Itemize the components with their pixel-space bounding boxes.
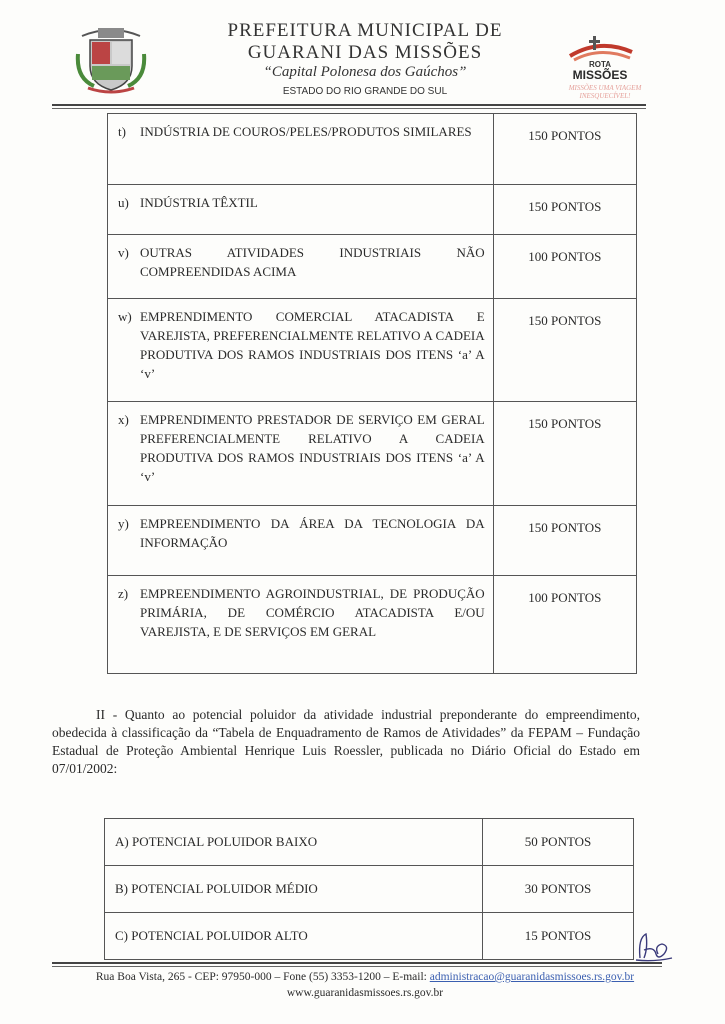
item-cell — [108, 235, 494, 299]
header-rule — [52, 104, 646, 106]
title-line-1: PREFEITURA MUNICIPAL DE — [227, 20, 503, 41]
points-cell: 150 PONTOS — [493, 506, 636, 576]
item-letter: t) — [118, 124, 126, 139]
motto: “Capital Polonesa dos Gaúchos” — [263, 64, 467, 80]
table-row — [108, 576, 637, 674]
points-cell: 30 PONTOS — [483, 866, 634, 913]
item-cell — [108, 299, 494, 402]
table-row — [108, 402, 637, 506]
page-title — [175, 20, 555, 64]
title-line-2: GUARANI DAS MISSÕES — [247, 42, 483, 63]
header-rule-thin — [52, 108, 646, 109]
table-row — [105, 913, 634, 960]
item-text: EMPREENDIMENTO DA ÁREA DA TECNOLOGIA DA INFORMAÇÃO — [140, 516, 485, 550]
item-text: OUTRAS ATIVIDADES INDUSTRIAIS NÃO COMPREENDIDAS ACIMA — [140, 245, 485, 279]
table-row — [105, 866, 634, 913]
item-text: INDÚSTRIA TÊXTIL — [140, 195, 258, 210]
body-paragraph: II - Quanto ao potencial poluidor da atividade industrial preponderante do empreendimento, obedecida à classificação da “Tabela de Enquadramento de Ramos de Atividades” da FEPAM – Fundação Estadual de Proteção Ambiental Henrique Luis Roessler, publicada no Diário Oficial do Estado em 07/01/2002: — [52, 707, 640, 776]
item-letter: v) — [118, 245, 129, 260]
item-cell — [108, 185, 494, 235]
item-text: EMPRENDIMENTO COMERCIAL ATACADISTA E VAREJISTA, PREFERENCIALMENTE RELATIVO A CADEIA PRODUTIVA DOS RAMOS INDUSTRIAIS DOS ITENS ‘a’ A ‘v’ — [140, 309, 485, 381]
logo-tagline-1: MISSÕES UMA VIAGEM — [568, 84, 642, 92]
points-cell: 150 PONTOS — [493, 402, 636, 506]
activities-points-table — [107, 113, 637, 674]
points-cell: 100 PONTOS — [493, 235, 636, 299]
table-row — [108, 299, 637, 402]
item-text: EMPRENDIMENTO PRESTADOR DE SERVIÇO EM GERAL PREFERENCIALMENTE RELATIVO A CADEIA PRODUTIVA DOS RAMOS INDUSTRIAIS DOS ITENS ‘a’ A ‘v’ — [140, 412, 485, 484]
logo-missoes-text: MISSÕES — [572, 68, 628, 82]
points-cell: 15 PONTOS — [483, 913, 634, 960]
table-row — [108, 114, 637, 185]
footer-address-line — [40, 969, 690, 985]
item-letter: x) — [118, 412, 129, 427]
points-cell: 150 PONTOS — [493, 299, 636, 402]
item-cell — [108, 114, 494, 185]
item-cell — [108, 402, 494, 506]
item-text: INDÚSTRIA DE COUROS/PELES/PRODUTOS SIMILARES — [140, 124, 472, 139]
logo-rota-text: ROTA — [588, 60, 612, 69]
footer-rule — [52, 962, 662, 964]
logo-tagline — [540, 84, 670, 100]
item-letter: u) — [118, 195, 129, 210]
table-row — [108, 235, 637, 299]
item-letter: z) — [118, 586, 129, 601]
item-letter: w) — [118, 309, 132, 324]
points-cell: 50 PONTOS — [483, 819, 634, 866]
logo-tagline-2: INESQUECÍVEL! — [579, 92, 631, 100]
footer-rule-thin — [52, 966, 662, 967]
footer-email-link[interactable]: administracao@guaranidasmissoes.rs.gov.br — [429, 971, 635, 983]
signature-initials-icon — [634, 928, 674, 964]
state-subtitle: ESTADO DO RIO GRANDE DO SUL — [282, 86, 448, 97]
item-letter: y) — [118, 516, 129, 531]
points-cell: 150 PONTOS — [493, 185, 636, 235]
table-row — [108, 506, 637, 576]
table-row — [105, 819, 634, 866]
potential-label: B) POTENCIAL POLUIDOR MÉDIO — [105, 866, 483, 913]
item-cell — [108, 576, 494, 674]
table-row — [108, 185, 637, 235]
footer-address: Rua Boa Vista, 265 - CEP: 97950-000 – Fone (55) 3353-1200 – E-mail: — [95, 971, 430, 983]
potential-label: C) POTENCIAL POLUIDOR ALTO — [105, 913, 483, 960]
pollution-potential-table — [104, 818, 634, 960]
municipal-crest-icon — [74, 24, 148, 94]
points-cell: 150 PONTOS — [493, 114, 636, 185]
item-cell — [108, 506, 494, 576]
points-cell: 100 PONTOS — [493, 576, 636, 674]
item-text: EMPREENDIMENTO AGROINDUSTRIAL, DE PRODUÇÃO PRIMÁRIA, DE COMÉRCIO ATACADISTA E/OU VAREJISTA, E DE SERVIÇOS EM GERAL — [140, 586, 485, 639]
footer — [40, 969, 690, 1001]
potential-label: A) POTENCIAL POLUIDOR BAIXO — [105, 819, 483, 866]
footer-website[interactable]: www.guaranidasmissoes.rs.gov.br — [286, 987, 444, 999]
